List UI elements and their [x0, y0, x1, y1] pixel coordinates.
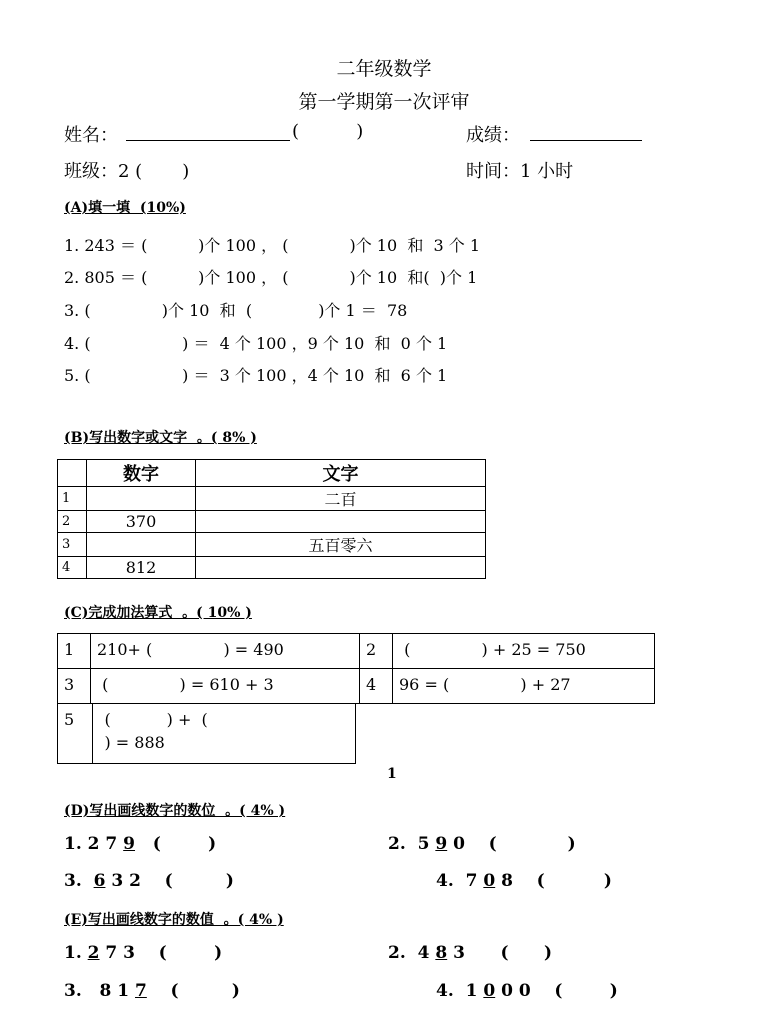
- section-a-item: 2. 805 ＝ ( )个 100 ， ( )个 10 和( )个 1: [64, 268, 478, 287]
- section-d-item: 3. 6 3 2 ( ): [64, 871, 234, 891]
- text-cell[interactable]: [196, 557, 486, 579]
- name-label: 姓名：: [64, 125, 118, 146]
- table-row: [58, 511, 486, 533]
- section-d-item: 2. 5 9 0 ( ): [388, 834, 576, 854]
- addition-expression[interactable]: ( ) + (: [99, 710, 208, 729]
- cell-number: 3: [58, 669, 91, 704]
- row-number: 1: [58, 487, 87, 511]
- section-a-item: 4. ( ) ＝ 4 个 100 ，9 个 10 和 0 个 1: [64, 334, 448, 353]
- addition-expression[interactable]: 210+ ( ) = 490: [91, 634, 360, 669]
- addition-expression[interactable]: 96 = ( ) + 27: [393, 669, 655, 704]
- score-field[interactable]: [530, 122, 642, 141]
- section-a-item: 1. 243 ＝ ( )个 100 ， ( )个 10 和 3 个 1: [64, 236, 481, 255]
- cell-number: 4: [360, 669, 393, 704]
- section-e-item: 2. 4 8 3 ( ): [388, 943, 553, 963]
- addition-expression[interactable]: ( ) = 610 + 3: [91, 669, 360, 704]
- cell-number: 5: [58, 704, 93, 764]
- addition-table: [57, 633, 655, 704]
- section-c-heading: (C)完成加法算式 。( 10% ): [64, 605, 252, 621]
- section-e-item: 1. 2 7 3 ( ): [64, 943, 223, 963]
- number-cell[interactable]: 370: [87, 511, 196, 533]
- number-cell[interactable]: [87, 533, 196, 557]
- section-a-item: 5. ( ) ＝ 3 个 100 ，4 个 10 和 6 个 1: [64, 366, 448, 385]
- score-label: 成绩：: [466, 125, 520, 146]
- table-corner: [58, 460, 87, 487]
- cell-number: 1: [58, 634, 91, 669]
- addition-expression[interactable]: ) = 888: [99, 733, 165, 752]
- time-label: 时间：1 小时: [466, 161, 574, 182]
- addition-expression[interactable]: ( ) + 25 = 750: [393, 634, 655, 669]
- name-paren: ( ): [292, 121, 364, 142]
- section-a-heading: (A)填一填 (10%): [64, 200, 186, 216]
- table-row: [58, 533, 486, 557]
- section-d-item: 4. 7 0 8 ( ): [436, 871, 612, 891]
- row-number: 4: [58, 557, 87, 579]
- name-field[interactable]: [126, 122, 290, 141]
- section-d-heading: (D)写出画线数字的数位 。( 4% ): [64, 803, 286, 819]
- column-header-text: 文字: [196, 460, 486, 487]
- section-d-item: 1. 2 7 9 ( ): [64, 834, 217, 854]
- column-header-number: 数字: [87, 460, 196, 487]
- page-title: 二年级数学: [336, 58, 432, 80]
- section-a-item: 3. ( )个 10 和 ( )个 1 ＝ 78: [64, 301, 408, 320]
- text-cell[interactable]: [196, 511, 486, 533]
- section-e-item: 3. 8 1 7 ( ): [64, 981, 240, 1001]
- number-word-table: [57, 459, 486, 579]
- cell-number: 2: [360, 634, 393, 669]
- section-b-heading: (B)写出数字或文字 。( 8% ): [64, 430, 257, 446]
- page-number: 1: [387, 766, 397, 782]
- row-number: 3: [58, 533, 87, 557]
- text-cell[interactable]: 五百零六: [196, 533, 486, 557]
- class-label: 班级：2 ( ): [64, 161, 190, 182]
- number-cell[interactable]: 812: [87, 557, 196, 579]
- table-row: [58, 487, 486, 511]
- row-number: 2: [58, 511, 87, 533]
- section-e-item: 4. 1 0 0 0 ( ): [436, 981, 618, 1001]
- section-e-heading: (E)写出画线数字的数值 。( 4% ): [64, 912, 284, 928]
- page-subtitle: 第一学期第一次评审: [298, 91, 470, 113]
- text-cell[interactable]: 二百: [196, 487, 486, 511]
- addition-table-extra: [57, 703, 356, 764]
- number-cell[interactable]: [87, 487, 196, 511]
- table-row: [58, 557, 486, 579]
